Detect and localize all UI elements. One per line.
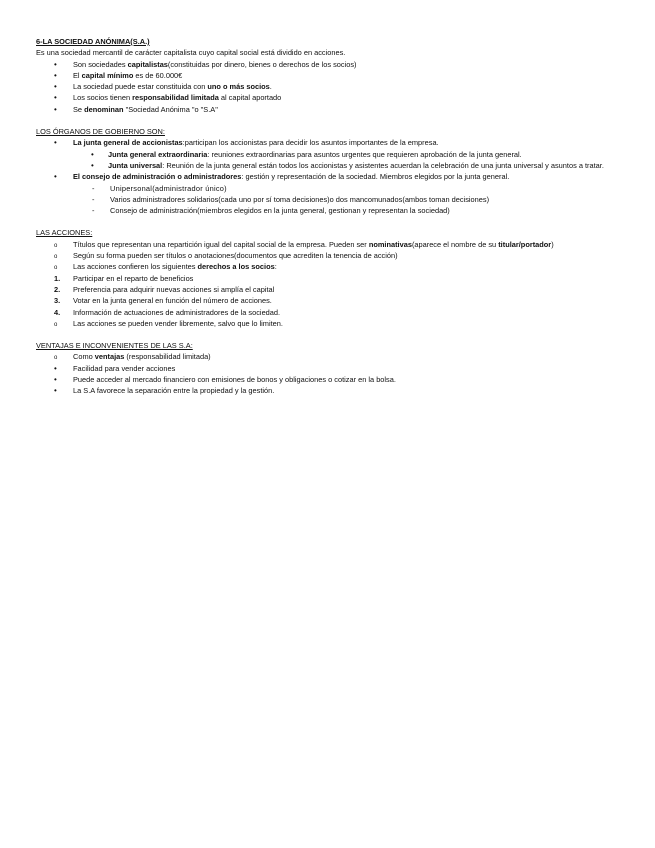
list-item: o Títulos que representan una repartición igual del capital social de la empresa. Pueden ser nominativas(aparece el nombre de su titular/portador) [36,239,626,250]
list-item: o Las acciones se pueden vender libremente, salvo que lo limiten. [36,318,626,329]
bullet-icon [54,385,68,396]
list-item: • Junta general extraordinaria: reuniones extraordinarias para asuntos urgentes que requieren aprobación de la junta general. [36,149,626,160]
bullet-icon [54,137,68,148]
circle-bullet-icon [54,318,68,331]
bullet-icon [54,104,68,115]
intro-paragraph: Es una sociedad mercantil de carácter capitalista cuyo capital social está dividido en acciones. [36,48,346,58]
section-title-organos: LOS ÓRGANOS DE GOBIERNO SON: [36,127,165,137]
document-page [36,36,626,397]
list-item: • La sociedad puede estar constituida con uno o más socios. [36,81,626,92]
numbered-item: 3. Votar en la junta general en función del número de acciones. [54,296,272,306]
acciones-list [36,239,626,329]
list-item: • El capital mínimo es de 60.000€ [36,70,626,81]
list-item: o Las acciones confieren los siguientes derechos a los socios: [36,261,626,272]
numbered-item: 2. Preferencia para adquirir nuevas acciones si amplía el capital [54,284,275,294]
list-item: - Unipersonal(administrador único) [36,183,626,194]
list-item: o Como ventajas (responsabilidad limitada) [36,351,626,362]
section-title-sociedad-anonima: 6-LA SOCIEDAD ANÓNIMA(S.A.) [36,37,150,46]
section-title-acciones: LAS ACCIONES: [36,228,93,238]
list-item: • Puede acceder al mercado financiero con emisiones de bonos y obligaciones o cotizar en la bolsa. [36,374,626,385]
section-title-ventajas: VENTAJAS E INCONVENIENTES DE LAS S.A: [36,341,193,351]
dash-icon [92,205,106,216]
numbered-item: 4. Información de actuaciones de administradores de la sociedad. [54,307,281,317]
list-item: - Varios administradores solidarios(cada uno por sí toma decisiones)o dos mancomunados(ambos toman decisiones) [36,194,626,205]
ventajas-list [36,351,626,396]
sa-characteristics-list [36,59,626,115]
list-item: • Junta universal: Reunión de la junta general están todos los accionistas y asistentes acuerdan la celebración de una junta universal y asuntos a tratar. [36,160,626,171]
list-number: 3. [54,296,61,306]
bullet-icon [54,81,68,92]
list-item: - Consejo de administración(miembros elegidos en la junta general, gestionan y representan la sociedad) [36,205,626,216]
list-item: • Son sociedades capitalistas(constituidas por dinero, bienes o derechos de los socios) [36,59,626,70]
dash-icon [92,183,106,194]
list-item-junta: • La junta general de accionistas:participan los accionistas para decidir los asuntos importantes de la empresa. [36,137,626,148]
bullet-icon [54,363,68,374]
list-number: 4. [54,307,61,317]
bullet-icon [54,92,68,103]
numbered-item: 1. Participar en el reparto de beneficios [54,273,194,283]
bullet-icon [54,59,68,70]
list-item: • Los socios tienen responsabilidad limitada al capital aportado [36,92,626,103]
organos-list [36,137,626,216]
list-item: • Facilidad para vender acciones [36,363,626,374]
bullet-icon [54,171,68,182]
bullet-icon [54,70,68,81]
bullet-icon [91,149,105,160]
list-item-consejo: • El consejo de administración o administradores: gestión y representación de la sociedad. Miembros elegidos por la junta general. [36,171,626,182]
list-item: • Se denominan "Sociedad Anónima "o "S.A" [36,104,626,115]
bullet-icon [54,374,68,385]
list-item: o Según su forma pueden ser títulos o anotaciones(documentos que acrediten la tenencia de acción) [36,250,626,261]
dash-icon [92,194,106,205]
list-item: • La S.A favorece la separación entre la propiedad y la gestión. [36,385,626,396]
list-number: 2. [54,284,61,294]
list-number: 1. [54,273,61,283]
bullet-icon [91,160,105,171]
